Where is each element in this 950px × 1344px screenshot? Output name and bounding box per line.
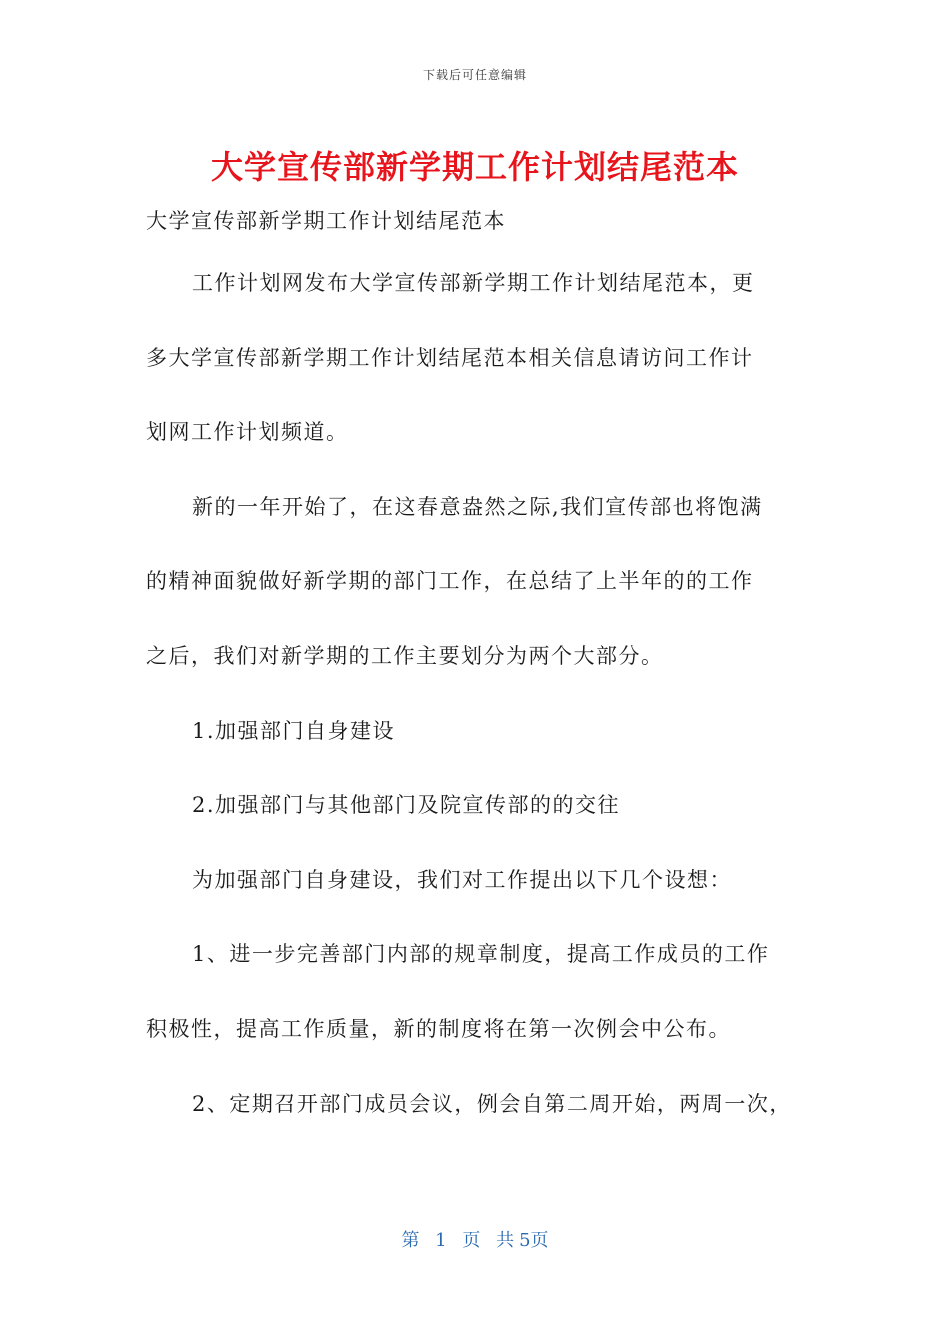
paragraph-line: 之后，我们对新学期的工作主要划分为两个大部分。	[146, 643, 664, 668]
paragraph-line: 新的一年开始了，在这春意盎然之际,我们宣传部也将饱满	[192, 494, 763, 519]
footer-total-pages: 5页	[519, 1230, 549, 1251]
paragraph-line: 为加强部门自身建设，我们对工作提出以下几个设想：	[192, 867, 732, 892]
page-footer	[0, 1226, 950, 1252]
footer-page-number: 1	[435, 1230, 447, 1251]
footer-total-prefix: 共	[496, 1230, 515, 1251]
paragraph-line: 工作计划网发布大学宣传部新学期工作计划结尾范本，更	[192, 271, 755, 295]
document-body	[146, 200, 806, 1157]
paragraph-line: 多大学宣传部新学期工作计划结尾范本相关信息请访问工作计	[146, 345, 754, 370]
header-note: 下载后可任意编辑	[422, 68, 527, 82]
list-item: 1.加强部门自身建设	[192, 718, 396, 743]
paragraph-line: 1、进一步完善部门内部的规章制度，提高工作成员的工作	[192, 942, 770, 967]
document-subtitle: 大学宣传部新学期工作计划结尾范本	[146, 209, 506, 233]
document-title: 大学宣传部新学期工作计划结尾范本	[210, 148, 739, 186]
paragraph-line: 积极性，提高工作质量，新的制度将在第一次例会中公布。	[146, 1016, 731, 1041]
footer-page-unit: 页	[462, 1230, 481, 1251]
paragraph-line: 划网工作计划频道。	[146, 420, 349, 445]
paragraph-line: 的精神面貌做好新学期的部门工作，在总结了上半年的的工作	[146, 569, 754, 594]
footer-prefix: 第	[401, 1230, 420, 1251]
paragraph-line: 2、定期召开部门成员会议，例会自第二周开始，两周一次，	[192, 1091, 792, 1116]
list-item: 2.加强部门与其他部门及院宣传部的的交往	[192, 793, 621, 818]
